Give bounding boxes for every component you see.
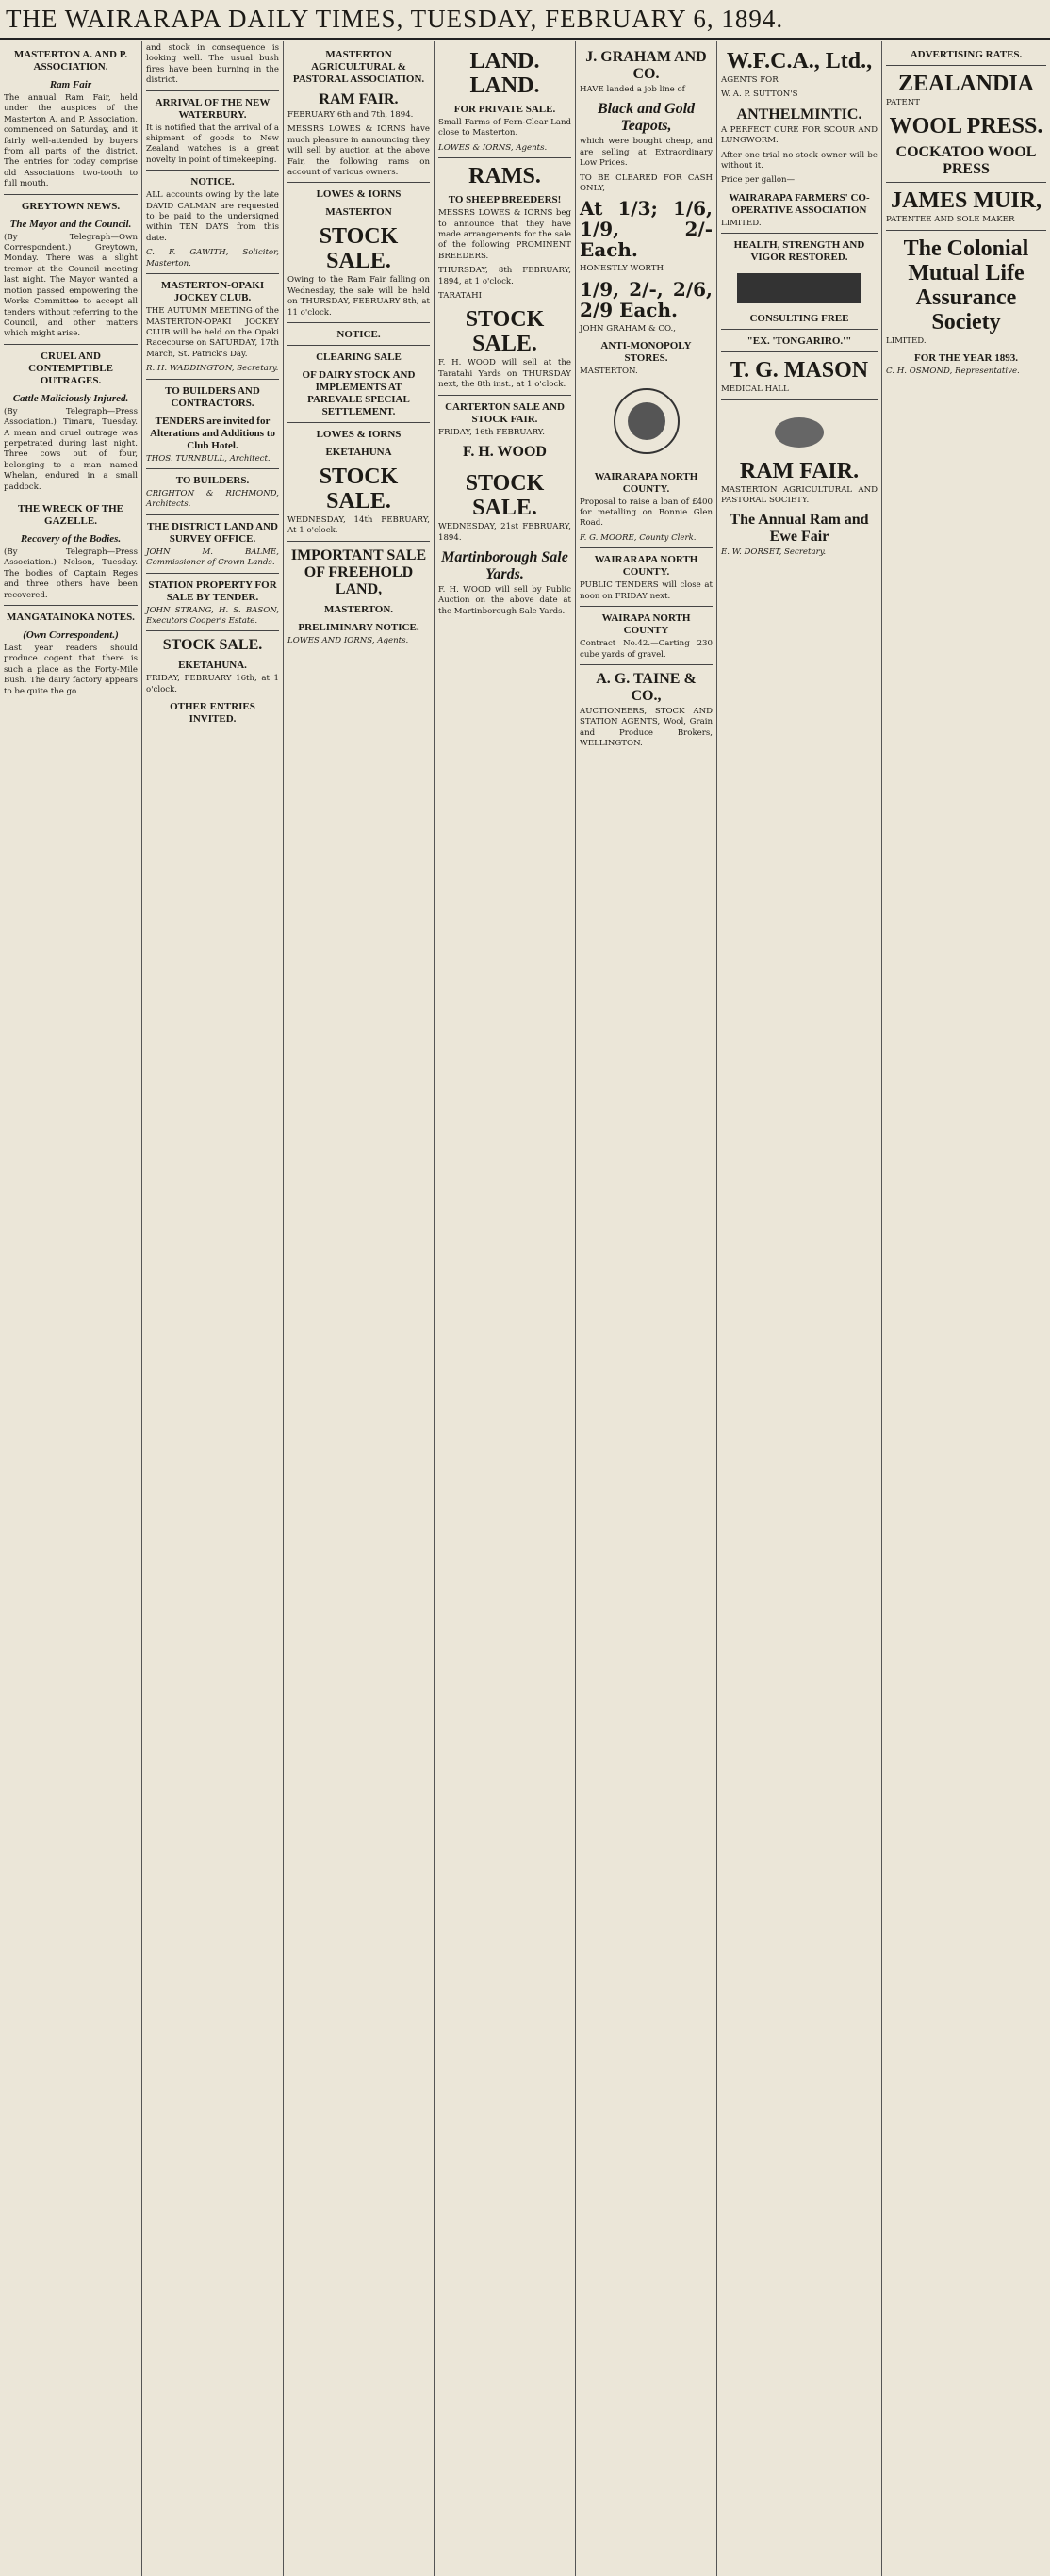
headline: STOCK SALE.	[162, 637, 263, 654]
divider	[4, 605, 138, 606]
divider	[287, 345, 430, 346]
headline: ANTHELMINTIC.	[736, 106, 862, 122]
headline: STATION PROPERTY FOR SALE BY TENDER.	[148, 579, 277, 603]
notice-text: Owing to the Ram Fair falling on Wednesday, the sale will be held on THURSDAY, FEBRUARY 8th, at 11 o'clock.	[287, 275, 430, 318]
article-text: (By Telegraph—Own Correspondent.) Greytown, Monday. There was a slight tremor at the Council meeting last night. The Mayor wanted a motion passed empowering the Works Committee to accept all tenders without referring to the Council, and other matters which might arise.	[4, 232, 138, 339]
subheadline: CARTERTON SALE AND STOCK FAIR.	[445, 400, 565, 425]
article-text: The annual Ram Fair, held under the auspices of the Masterton A. and P. Association, commenced on Saturday, and it fairly well-attended by buyers from all parts of the district. The entries for today comprise old Associations two-tooth to full mouth.	[4, 93, 138, 189]
divider	[287, 541, 430, 542]
divider	[287, 322, 430, 323]
divider	[4, 194, 138, 195]
notice-text: F. H. WOOD will sell at the Taratahi Yards on THURSDAY next, the 8th inst., at 1 o'clock.	[438, 358, 571, 390]
headline: NOTICE.	[190, 176, 235, 188]
subheadline: OF DAIRY STOCK AND IMPLEMENTS AT PAREVALE SPECIAL SETTLEMENT.	[302, 369, 416, 418]
headline: Black and Gold Teapots,	[597, 101, 696, 135]
article-text: (By Telegraph—Press Association.) Nelson, Tuesday. The bodies of Captain Reges and three others have been recovered.	[4, 546, 138, 600]
headline: CONSULTING FREE	[749, 313, 849, 325]
headline: LAND. LAND.	[469, 49, 540, 98]
headline: RAM FAIR.	[319, 91, 399, 107]
notice-text: MASTERTON AGRICULTURAL AND PASTORAL SOCIETY.	[721, 484, 878, 506]
subheadline: Recovery of the Bodies.	[20, 532, 122, 545]
headline: MANGATAINOKA NOTES.	[7, 611, 135, 623]
notice-text: MEDICAL HALL	[721, 384, 789, 395]
subheadline: OTHER ENTRIES INVITED.	[170, 701, 255, 726]
divider	[886, 65, 1046, 66]
signature: R. H. WADDINGTON, Secretary.	[146, 364, 279, 374]
notice-text: WEDNESDAY, 14th FEBRUARY, At 1 o'clock.	[287, 515, 430, 536]
headline: IMPORTANT SALE OF FREEHOLD LAND,	[290, 546, 427, 597]
notice-text: A PERFECT CURE FOR SCOUR AND LUNGWORM.	[721, 124, 878, 146]
headline: THE DISTRICT LAND AND SURVEY OFFICE.	[147, 520, 278, 545]
subheadline: TO SHEEP BREEDERS!	[448, 194, 562, 206]
notice-text: After one trial no stock owner will be without it.	[721, 150, 878, 171]
headline: TO BUILDERS.	[175, 474, 250, 486]
divider	[146, 273, 279, 274]
headline: GREYTOWN NEWS.	[21, 200, 121, 212]
divider	[438, 395, 571, 396]
column-2	[141, 41, 283, 2576]
notice-text: W. A. P. SUTTON'S	[721, 90, 798, 100]
notice-text: JOHN GRAHAM & CO.,	[580, 323, 676, 334]
notice-text: F. H. WOOD will sell by Public Auction on the above date at the Martinborough Sale Yards.	[438, 584, 571, 616]
headline: COCKATOO WOOL PRESS	[895, 144, 1037, 178]
subheadline: MASTERTON.	[323, 603, 394, 615]
signature: JOHN STRANG, H. S. BASON, Executors Cooper's Estate.	[146, 605, 279, 626]
headline: NOTICE.	[336, 329, 381, 341]
notice-text: TO BE CLEARED FOR CASH ONLY,	[580, 172, 713, 194]
notice-text: PUBLIC TENDERS will close at noon on FRIDAY next.	[580, 580, 713, 601]
headline: LOWES & IORNS	[316, 429, 402, 441]
notice-text: AUCTIONEERS, STOCK AND STATION AGENTS, Wool, Grain and Produce Brokers, WELLINGTON.	[580, 706, 713, 749]
headline: MASTERTON AGRICULTURAL & PASTORAL ASSOCIATION.	[292, 49, 425, 85]
headline: A. G. TAINE & CO.,	[596, 670, 697, 704]
headline: STOCK SALE.	[319, 224, 399, 274]
notice-text: Price per gallon—	[721, 175, 796, 186]
subheadline: Cattle Maliciously Injured.	[12, 392, 129, 404]
price-line: 1/9, 2/-, 2/6, 2/9 Each.	[580, 277, 713, 321]
notice-text: PATENTEE AND SOLE MAKER	[886, 215, 1015, 225]
notice-text: Small Farms of Fern-Clear Land close to Masterton.	[438, 118, 571, 139]
notice-text: MESSRS LOWES & IORNS have much pleasure in announcing they will sell by auction at the above Fair, the following rams on account of various owners.	[287, 124, 430, 178]
divider	[146, 170, 279, 171]
notice-text: MESSRS LOWES & IORNS beg to announce that they have made arrangements for the sale of the following PROMINENT BREEDERS.	[438, 208, 571, 261]
divider	[146, 468, 279, 469]
ram-icon	[766, 406, 832, 453]
headline: JAMES MUIR,	[891, 188, 1042, 214]
subheadline: MASTERTON	[325, 206, 392, 219]
headline: The Annual Ram and Ewe Fair	[730, 512, 869, 546]
headline: ADVERTISING RATES.	[910, 49, 1023, 60]
notice-text: LIMITED.	[721, 218, 762, 228]
notice-text: MASTERTON.	[580, 367, 638, 377]
headline: LOWES & IORNS	[316, 188, 402, 201]
divider	[146, 573, 279, 574]
divider	[886, 182, 1046, 183]
headline: STOCK SALE.	[319, 465, 399, 514]
headline: RAM FAIR.	[739, 458, 860, 483]
price-line: At 1/3; 1/6, 1/9, 2/- Each.	[580, 197, 713, 262]
signature: C. H. OSMOND, Representative.	[886, 367, 1020, 377]
divider	[146, 514, 279, 515]
column-6	[716, 41, 881, 2576]
subheadline: TENDERS are invited for Alterations and Additions to Club Hotel.	[150, 415, 275, 451]
column-5	[575, 41, 716, 2576]
divider	[438, 157, 571, 158]
divider	[4, 344, 138, 345]
headline: FOR THE YEAR 1893.	[913, 352, 1018, 365]
signature: CRIGHTON & RICHMOND, Architects.	[146, 488, 279, 510]
signature: JOHN M. BALME, Commissioner of Crown Lands.	[146, 546, 279, 568]
headline: TO BUILDERS AND CONTRACTORS.	[165, 384, 260, 409]
headline: WAIRARAPA NORTH COUNTY.	[594, 470, 698, 495]
signature: F. G. MOORE, County Clerk.	[580, 532, 697, 543]
subheadline: The Mayor and the Council.	[9, 218, 132, 230]
subheadline: Ram Fair	[49, 79, 92, 90]
subheadline: EKETAHUNA	[325, 447, 392, 459]
column-4	[434, 41, 575, 2576]
notice-text: AGENTS FOR	[721, 75, 779, 85]
notice-text: Contract No.42.—Carting 230 cube yards of gravel.	[580, 639, 713, 660]
headline: WAIRAPA NORTH COUNTY	[601, 612, 691, 637]
headline: MASTERTON-OPAKI JOCKEY CLUB.	[160, 280, 265, 304]
headline: HEALTH, STRENGTH AND VIGOR RESTORED.	[733, 239, 865, 264]
subheadline: EKETAHUNA.	[178, 660, 247, 672]
column-3	[283, 41, 434, 2576]
article-text: (By Telegraph—Press Association.) Timaru, Tuesday. A mean and cruel outrage was perpetrated during last night. Three cows out of four, belonging to a man named Whelan, endured in a small paddock.	[4, 406, 138, 492]
article-text: and stock in consequence is looking well. The usual bush fires have been burning in the district.	[146, 43, 279, 86]
notice-text: FRIDAY, 16th FEBRUARY.	[438, 427, 545, 437]
banner-ornament-icon	[733, 269, 865, 307]
article-text: It is notified that the arrival of a shipment of goods to New Zealand watches is a great novelty in point of timekeeping.	[146, 122, 279, 165]
divider	[721, 329, 878, 330]
headline: WAIRARAPA NORTH COUNTY.	[594, 554, 698, 579]
notice-text: HONESTLY WORTH	[580, 264, 664, 274]
subheadline: FOR PRIVATE SALE.	[453, 104, 556, 115]
county-seal-icon	[590, 383, 703, 459]
notice-text: PATENT	[886, 98, 920, 107]
signature: THOS. TURNBULL, Architect.	[146, 453, 271, 464]
headline: F. H. WOOD	[463, 444, 547, 461]
headline: STOCK SALE.	[465, 471, 545, 521]
headline: CRUEL AND CONTEMPTIBLE OUTRAGES.	[28, 350, 113, 386]
divider	[580, 547, 713, 548]
notice-text: THE AUTUMN MEETING of the MASTERTON-OPAKI JOCKEY CLUB will be held on the Opaki Racecourse on SATURDAY, 17th March, St. Patrick's Day.	[146, 306, 279, 359]
headline: WOOL PRESS.	[889, 114, 1043, 139]
headline: STOCK SALE.	[465, 307, 545, 357]
headline: J. GRAHAM AND CO.	[585, 49, 707, 82]
masthead-title: THE WAIRARAPA DAILY TIMES, TUESDAY, FEBRUARY 6, 1894.	[6, 4, 784, 33]
headline: THE WRECK OF THE GAZELLE.	[18, 502, 123, 527]
divider	[721, 233, 878, 234]
columns	[0, 41, 1050, 2576]
subheadline: PRELIMINARY NOTICE.	[298, 621, 419, 633]
headline: The Colonial Mutual Life Assurance Society	[903, 236, 1029, 334]
notice-text: FRIDAY, FEBRUARY 16th, at 1 o'clock.	[146, 674, 279, 694]
divider	[146, 90, 279, 91]
signature: C. F. GAWITH, Solicitor, Masterton.	[146, 248, 279, 269]
column-1	[0, 41, 141, 2576]
headline: T. G. MASON	[730, 358, 869, 383]
divider	[886, 230, 1046, 231]
divider	[721, 351, 878, 352]
notice-text: WEDNESDAY, 21st FEBRUARY, 1894.	[438, 522, 571, 543]
notice-text: which were bought cheap, and are selling at Extraordinary Low Prices.	[580, 137, 713, 169]
signature: LOWES AND IORNS, Agents.	[287, 635, 409, 645]
headline: "EX. 'TONGARIRO.'"	[746, 335, 852, 348]
divider	[146, 630, 279, 631]
signature: LOWES & IORNS, Agents.	[438, 142, 548, 153]
notice-text: Proposal to raise a loan of £400 for metalling on Bonnie Glen Road.	[580, 497, 713, 529]
headline: CLEARING SALE	[316, 351, 402, 364]
divider	[287, 422, 430, 423]
headline: ARRIVAL OF THE NEW WATERBURY.	[155, 96, 271, 121]
headline: W.F.C.A., Ltd.,	[726, 49, 873, 73]
notice-text: HAVE landed a job line of	[580, 85, 685, 94]
notice-text: FEBRUARY 6th and 7th, 1894.	[287, 110, 414, 120]
column-7	[881, 41, 1050, 2576]
headline: WAIRARAPA FARMERS' CO-OPERATIVE ASSOCIATION	[729, 191, 870, 216]
signature: E. W. DORSET, Secretary.	[721, 547, 827, 558]
headline: RAMS.	[468, 164, 541, 189]
divider	[721, 399, 878, 400]
headline: MASTERTON A. AND P. ASSOCIATION.	[13, 49, 128, 73]
notice-text: ALL accounts owing by the late DAVID CALMAN are requested to be paid to the undersigned within TEN DAYS from this date.	[146, 190, 279, 243]
headline: ANTI-MONOPOLY STORES.	[600, 340, 692, 365]
headline: ZEALANDIA	[897, 72, 1035, 96]
masthead	[0, 0, 1050, 40]
divider	[580, 606, 713, 607]
divider	[287, 182, 430, 183]
divider	[146, 379, 279, 380]
subheadline: (Own Correspondent.)	[23, 629, 119, 641]
notice-text: LIMITED.	[886, 335, 927, 346]
headline: Martinborough Sale Yards.	[441, 548, 568, 582]
divider	[580, 664, 713, 665]
notice-text: TARATAHI	[438, 291, 483, 302]
notice-text: THURSDAY, 8th FEBRUARY, 1894, at 1 o'clock.	[438, 266, 571, 286]
article-text: Last year readers should produce cogent that there is such a place as the Forty-Mile Bush. The dairy factory appears to be quite the go.	[4, 644, 138, 696]
